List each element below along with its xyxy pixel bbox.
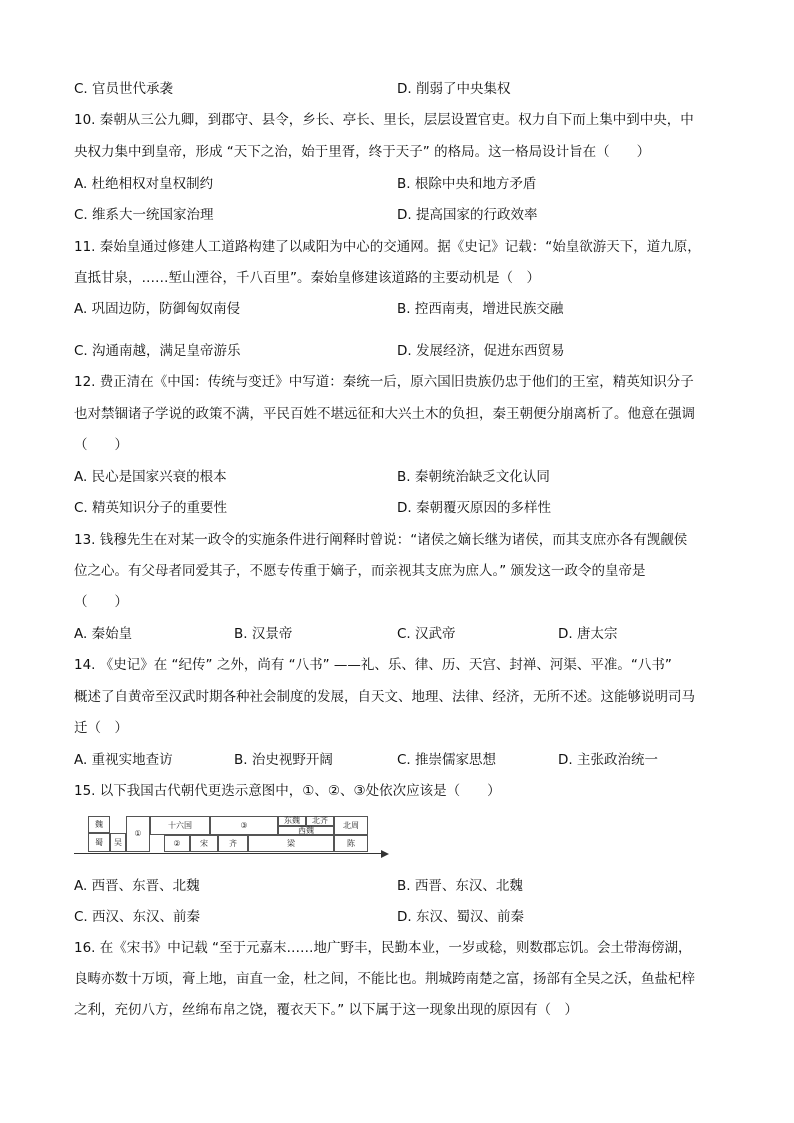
q12-option-b: B. 秦朝统治缺乏文化认同 — [397, 469, 550, 485]
diagram-slot-1: ① — [126, 816, 150, 852]
q14-stem-line-1: 14. 《史记》在 “纪传” 之外，尚有 “八书” ——礼、乐、律、历、天宫、封禅、河渠、平准。“八书” — [74, 657, 672, 673]
q12-option-c: C. 精英知识分子的重要性 — [74, 500, 228, 516]
diagram-dongwei: 东魏 — [278, 816, 306, 826]
q13-stem-line-1: 13. 钱穆先生在对某一政令的实施条件进行阐释时曾说：“诸侯之嫡长继为诸侯，而其支庶亦各有觊觎侯 — [74, 532, 688, 548]
q15-option-a: A. 西晋、东晋、北魏 — [74, 878, 200, 894]
diagram-slot-3: ③ — [210, 816, 278, 835]
q10-option-b: B. 根除中央和地方矛盾 — [397, 176, 537, 192]
diagram-qi: 齐 — [218, 835, 248, 852]
q12-option-d: D. 秦朝覆灭原因的多样性 — [397, 500, 551, 516]
q13-stem-line-3: （ ） — [74, 594, 128, 610]
diagram-wu: 吴 — [110, 833, 126, 852]
q10-option-c: C. 维系大一统国家治理 — [74, 207, 214, 223]
q12-stem-line-1: 12. 费正清在《中国：传统与变迁》中写道：秦统一后，原六国旧贵族仍忠于他们的王室，精英知识分子 — [74, 374, 694, 390]
q15-option-b: B. 西晋、东汉、北魏 — [397, 878, 523, 894]
diagram-timeline-axis — [74, 853, 384, 854]
q11-stem-line-2: 直抵甘泉，……堑山湮谷，千八百里”。秦始皇修建该道路的主要动机是（ ） — [74, 270, 540, 286]
q14-stem-line-3: 迁（ ） — [74, 720, 128, 736]
q13-option-c: C. 汉武帝 — [397, 626, 456, 642]
q12-stem-line-2: 也对禁锢诸子学说的政策不满，平民百姓不堪远征和大兴土木的负担，秦王朝便分崩离析了。他意在强调 — [74, 406, 695, 422]
q10-option-a: A. 杜绝相权对皇权制约 — [74, 176, 214, 192]
q16-stem-line-1: 16. 在《宋书》中记载 “至于元嘉末……地广野丰，民勤本业，一岁或稔，则数郡忘饥。会土带海傍湖， — [74, 940, 692, 956]
q13-option-b: B. 汉景帝 — [234, 626, 293, 642]
q14-option-c: C. 推崇儒家思想 — [397, 752, 497, 768]
q13-option-a: A. 秦始皇 — [74, 626, 133, 642]
dynasty-diagram — [74, 815, 394, 857]
q9-option-d: D. 削弱了中央集权 — [397, 81, 511, 97]
q11-option-b: B. 控西南夷，增进民族交融 — [397, 301, 564, 317]
q14-option-a: A. 重视实地查访 — [74, 752, 173, 768]
q13-option-d: D. 唐太宗 — [558, 626, 618, 642]
q10-stem-line-1: 10. 秦朝从三公九卿，到郡守、县令，乡长、亭长、里长，层层设置官吏。权力自下而上集中到中央，中 — [74, 112, 694, 128]
q11-option-a: A. 巩固边防，防御匈奴南侵 — [74, 301, 241, 317]
q15-option-d: D. 东汉、蜀汉、前秦 — [397, 909, 524, 925]
diagram-slot-2: ② — [164, 835, 190, 852]
diagram-song: 宋 — [190, 835, 218, 852]
diagram-shu: 蜀 — [88, 833, 110, 852]
q13-stem-line-2: 位之心。有父母者同爱其子，不愿专传重于嫡子，而亲视其支庶为庶人。” 颁发这一政令的皇帝是 — [74, 563, 646, 579]
q14-option-b: B. 治史视野开阔 — [234, 752, 333, 768]
q12-stem-line-3: （ ） — [74, 437, 128, 453]
q15-stem-line-1: 15. 以下我国古代朝代更迭示意图中，①、②、③处依次应该是（ ） — [74, 783, 501, 799]
diagram-chen: 陈 — [334, 835, 368, 852]
diagram-xiwei: 西魏 — [278, 826, 334, 835]
q11-option-d: D. 发展经济，促进东西贸易 — [397, 343, 565, 359]
diagram-arrow-icon — [381, 850, 389, 858]
q9-option-c: C. 官员世代承袭 — [74, 81, 174, 97]
diagram-beiqi: 北齐 — [306, 816, 334, 826]
q10-stem-line-2: 央权力集中到皇帝，形成 “天下之治，始于里胥，终于天子” 的格局。这一格局设计旨在（ ） — [74, 144, 651, 160]
q15-option-c: C. 西汉、东汉、前秦 — [74, 909, 201, 925]
q10-option-d: D. 提高国家的行政效率 — [397, 207, 538, 223]
q14-stem-line-2: 概述了自黄帝至汉武时期各种社会制度的发展，自天文、地理、法律、经济，无所不述。这能够说明司马 — [74, 689, 695, 705]
q16-stem-line-2: 良畴亦数十万顷，膏上地，亩直一金，杜之间，不能比也。荆城跨南楚之富，扬部有全吴之沃，鱼盐杞梓 — [74, 971, 695, 987]
diagram-wei: 魏 — [88, 816, 110, 833]
q16-stem-line-3: 之利，充仞八方，丝绵布帛之饶，覆衣天下。” 以下属于这一现象出现的原因有（ ） — [74, 1002, 579, 1018]
diagram-beizhou: 北周 — [334, 816, 368, 835]
q14-option-d: D. 主张政治统一 — [558, 752, 658, 768]
diagram-sixteen-kingdoms: 十六国 — [150, 816, 210, 835]
q12-option-a: A. 民心是国家兴衰的根本 — [74, 469, 227, 485]
q11-stem-line-1: 11. 秦始皇通过修建人工道路构建了以咸阳为中心的交通网。据《史记》记载：“始皇欲游天下，道九原， — [74, 239, 701, 255]
diagram-liang: 梁 — [248, 835, 334, 852]
q11-option-c: C. 沟通南越，满足皇帝游乐 — [74, 343, 241, 359]
